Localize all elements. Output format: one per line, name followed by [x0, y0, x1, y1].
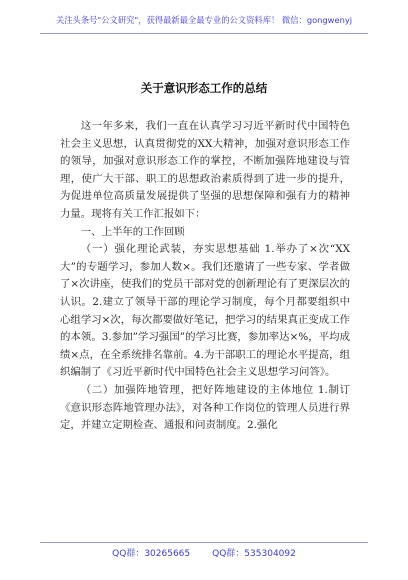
paragraph-theory: （一）强化理论武装，夯实思想基础 1.举办了×次“XX大”的专题学习，参加人数×。我们还邀请了一些专家、学者做了×次讲座，使我们的党员干部对党的创新理论有了更深层次的认识。2.建立了领导干部的理论学习制度，每个月都要组织中心组学习×次，每次都要做好笔记，把学习的结果真正变成工作的本领。3.参加”学习强国”的学习比赛，参加率达×%，平均成绩×点，在全系统排名靠前。4.为干部职工的理论水平提高，组织编制了《习近平新时代中国特色社会主义思想学习问答》。	[60, 243, 350, 379]
document-title: 关于意识形态工作的总结	[140, 81, 268, 95]
document-body	[60, 118, 350, 435]
paragraph-intro: 这一年多来，我们一直在认真学习习近平新时代中国特色社会主义思想，认真贯彻党的XX大精神，加强对意识形态工作的领导，加强对意识形态工作的掌控，不断加强阵地建设与管理，使广大干部、职工的思想政治素质得到了进一步的提升，为促进单位高质量发展提供了坚强的思想保障和强有力的精神力量。现将有关工作汇报如下：	[60, 120, 350, 220]
header-divider	[40, 33, 368, 34]
footer-qq-group-2: QQ群：535304092	[212, 549, 296, 559]
paragraph-position: （二）加强阵地管理，把好阵地建设的主体地位 1.制订《意识形态阵地管理办法》，对各种工作岗位的管理人员进行界定，并建立定期检查、通报和问责制度。2.强化	[60, 383, 350, 432]
header-banner: 关注头条号"公文研究"，获得最新最全最专业的公文资料库！ 微信：gongwenyj	[55, 15, 353, 25]
footer-divider	[40, 542, 368, 543]
footer-qq-group-1: QQ群：30265665	[112, 549, 191, 559]
footer	[0, 546, 408, 559]
section-heading: 一、上半年的工作回顾	[80, 225, 185, 238]
